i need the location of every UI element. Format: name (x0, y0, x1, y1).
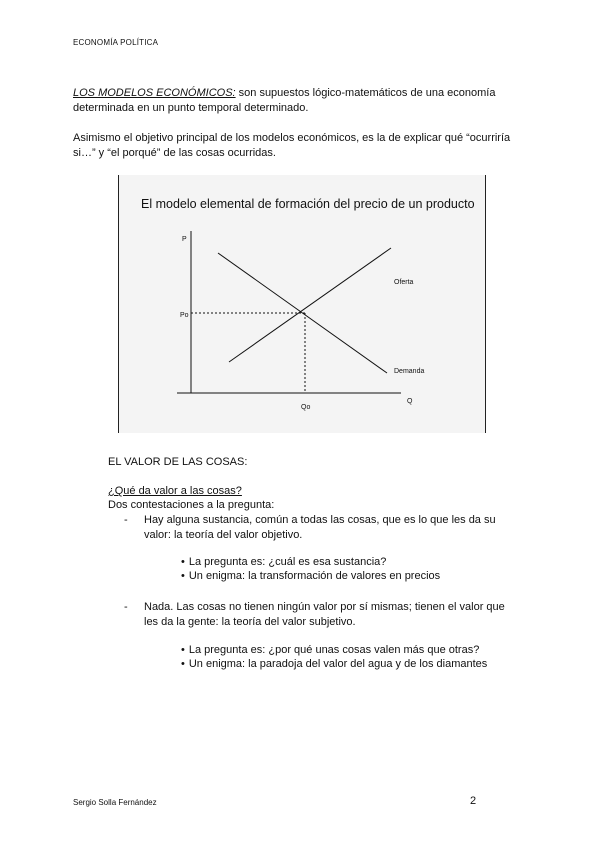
bullet-list-objective (181, 555, 521, 583)
demand-label: Demanda (394, 368, 425, 375)
x-axis-label: Q (407, 398, 413, 405)
supply-label: Oferta (394, 279, 414, 286)
intro-paragraph (73, 86, 523, 116)
page-header: ECONOMÍA POLÍTICA (73, 38, 159, 47)
answer-text: Nada. Las cosas no tienen ningún valor por sí mismas; tienen el valor que les da la gente: la teoría del valor subjetivo. (144, 601, 505, 628)
figure-title: El modelo elemental de formación del precio de un producto (141, 197, 475, 211)
section-subtitle: Dos contestaciones a la pregunta: (108, 499, 275, 511)
footer-author: Sergio Solla Fernández (73, 798, 157, 807)
bullet-item: • Un enigma: la paradoja del valor del agua y de los diamantes (181, 657, 521, 671)
section-question: ¿Qué da valor a las cosas? (108, 485, 242, 497)
supply-demand-figure (118, 175, 486, 433)
intro-lead: LOS MODELOS ECONÓMICOS: (73, 87, 236, 99)
dash-marker: - (124, 514, 128, 526)
y-axis-label: P (182, 236, 187, 243)
answer-objective (124, 513, 519, 543)
answer-subjective (124, 600, 519, 630)
bullet-item: • Un enigma: la transformación de valores en precios (181, 569, 521, 583)
supply-demand-chart (119, 175, 485, 433)
bullet-item: • La pregunta es: ¿por qué unas cosas valen más que otras? (181, 643, 521, 657)
equilibrium-quantity-label: Qo (301, 404, 311, 411)
objective-paragraph: Asimismo el objetivo principal de los modelos económicos, es la de explicar qué “ocurriría si…” y “el porqué” de las cosas ocurridas. (73, 132, 511, 159)
supply-curve (229, 248, 391, 362)
answer-text: Hay alguna sustancia, común a todas las cosas, que es lo que les da su valor: la teoría del valor objetivo. (144, 514, 496, 541)
bullet-item: • La pregunta es: ¿cuál es esa sustancia? (181, 555, 521, 569)
section-title: EL VALOR DE LAS COSAS: (108, 456, 248, 468)
equilibrium-price-label: Po (180, 312, 189, 319)
dash-marker: - (124, 601, 128, 613)
intro-text: son supuestos lógico-matemáticos de una economía determinada en un punto temporal determinado. (73, 87, 496, 114)
bullet-list-subjective (181, 643, 521, 671)
page-number: 2 (470, 795, 477, 807)
